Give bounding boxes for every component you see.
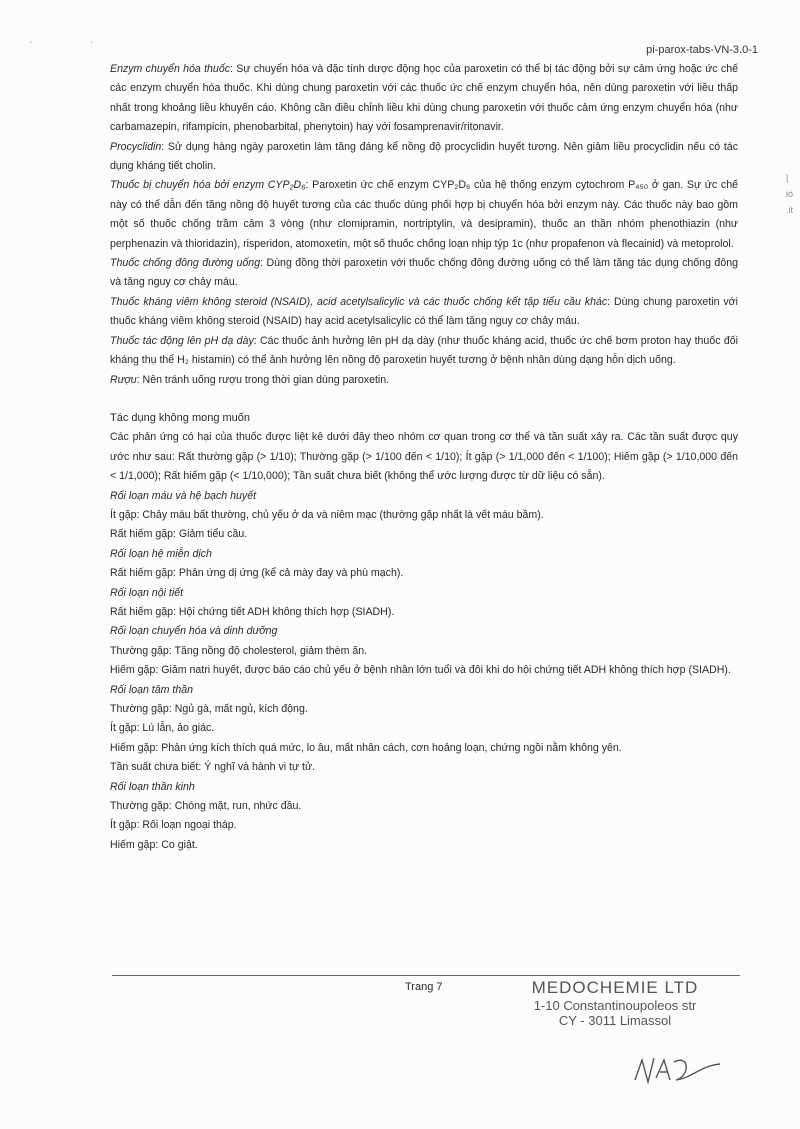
page-number: Trang 7: [405, 981, 443, 993]
handwritten-signature: [630, 1050, 730, 1090]
interaction-paragraph: [110, 254, 738, 293]
interaction-title: Thuốc bị chuyển hóa bởi enzym CYP₂D₆: [110, 179, 306, 192]
interaction-title: Rượu: [110, 373, 137, 386]
organ-group-title: Rối loạn thần kinh: [110, 780, 195, 793]
interaction-text: : Nên tránh uống rượu trong thời gian dùng paroxetin.: [136, 373, 390, 386]
interaction-text: : Dùng chung paroxetin với thuốc kháng viêm không steroid (NSAID) hay acid acetylsalicylic có thể làm tăng nguy cơ chảy máu.: [110, 295, 738, 328]
adverse-item: Rất hiếm gặp: Phản ứng dị ứng (kể cả mày đay và phù mạch).: [110, 567, 404, 580]
interaction-paragraph: [110, 293, 738, 332]
interaction-paragraph: [110, 371, 738, 390]
interaction-title: Thuốc tác động lên pH dạ dày: [110, 334, 254, 347]
organ-group-title: Rối loạn hệ miễn dịch: [110, 547, 212, 560]
adverse-item: Hiếm gặp: Phản ứng kích thích quá mức, lo âu, mất nhân cách, cơn hoảng loạn, chứng ngồi nằm không yên.: [110, 741, 622, 754]
stamp-address-line-1: 1-10 Constantinoupoleos str: [533, 998, 697, 1013]
organ-group-title: Rối loạn chuyển hóa và dinh dưỡng: [110, 625, 278, 638]
interaction-paragraph: [110, 332, 738, 371]
adverse-item: Rất hiếm gặp: Giảm tiểu cầu.: [110, 528, 248, 541]
interaction-paragraph: [110, 138, 738, 177]
adverse-intro: Các phản ứng có hại của thuốc được liệt kê dưới đây theo nhóm cơ quan trong cơ thể và tần suất xảy ra. Các tần suất được quy ước như sau: Rất thường gặp (> 1/10); Thường gặp (> 1/100 đến < 1/10); Ít gặp (> 1/1,000 đến < 1/100); Hiếm gặp (> 1/10,000 đến < 1/1,000); Rất hiếm gặp (< 1/10,000); Tần suất chưa biết (không thể ước lượng được từ dữ liệu có sẵn).: [110, 431, 738, 483]
interaction-text: : Các thuốc ảnh hưởng lên pH dạ dày (như thuốc kháng acid, thuốc ức chế bơm proton hay thuốc đối kháng thụ thể H₂ histamin) có thể ảnh hưởng lên nồng độ paroxetin huyết tương ở bệnh nhân dùng dạng hỗn dịch uống.: [110, 334, 738, 367]
stamp-name: MEDOCHEMIE LTD: [531, 978, 699, 997]
adverse-item: Thường gặp: Ngủ gà, mất ngủ, kích động.: [110, 703, 308, 715]
organ-group-title: Rối loạn nội tiết: [110, 586, 184, 599]
adverse-item: Ít gặp: Lú lẫn, ảo giác.: [110, 722, 215, 735]
interaction-text: : Sử dụng hàng ngày paroxetin làm tăng đáng kể nồng độ procyclidin huyết tương. Nên giảm liều procyclidin nếu có tác dụng kháng tiết cholin.: [110, 140, 738, 173]
organ-group-title: Rối loạn máu và hệ bạch huyết: [110, 489, 257, 502]
interaction-text: : Sự chuyển hóa và đặc tính dược động học của paroxetin có thể bị tác động bởi sự cảm ứng hoặc ức chế các enzym chuyển hóa thuốc. Khi dùng chung paroxetin với các thuốc ức chế enzym chuyển hóa, nên dùng paroxetin với liều thấp nhất trong khoảng liều khuyến cáo. Không cần điều chỉnh liều khi dùng chung paroxetin với thuốc cảm ứng enzym chuyển hóa (như carbamazepin, rifampicin, phenobarbital, phenytoin) hay với fosamprenavir/ritonavir.: [110, 63, 738, 134]
adverse-item: Thường gặp: Tăng nồng độ cholesterol, giảm thèm ăn.: [110, 644, 368, 657]
interaction-title: Procyclidin: [110, 140, 162, 153]
interaction-paragraph: [110, 60, 738, 138]
interaction-title: Enzym chuyển hóa thuốc: [110, 63, 231, 75]
adverse-item: Thường gặp: Chóng mặt, run, nhức đầu.: [110, 800, 302, 813]
adverse-item: Ít gặp: Chảy máu bất thường, chủ yếu ở da và niêm mạc (thường gặp nhất là vết máu bầm).: [110, 508, 544, 521]
adverse-item: Ít gặp: Rối loạn ngoại tháp.: [110, 819, 237, 832]
interaction-paragraph: [110, 176, 738, 254]
organ-group-title: Rối loạn tâm thần: [110, 683, 194, 696]
adverse-groups: [110, 487, 738, 856]
adverse-item: Tần suất chưa biết: Ý nghĩ và hành vi tự tử.: [110, 761, 316, 774]
adverse-item: Rất hiếm gặp: Hội chứng tiết ADH không thích hợp (SIADH).: [110, 605, 395, 618]
scan-marks: ' ': [30, 40, 121, 51]
interaction-title: Thuốc chống đông đường uống: [110, 257, 261, 270]
adverse-item: Hiếm gặp: Co giật.: [110, 838, 198, 851]
interactions-section: [110, 60, 738, 390]
page-body: [110, 60, 738, 855]
interaction-title: Thuốc kháng viêm không steroid (NSAID), acid acetylsalicylic và các thuốc chống kết tập tiểu cầu khác: [110, 295, 608, 308]
interaction-text: : Paroxetin ức chế enzym CYP₂D₆ của hệ thống enzym cytochrom P₄₅₀ ở gan. Sự ức chế này có thể dẫn đến tăng nồng độ huyết tương của các thuốc dùng phối hợp bị chuyển hóa bởi enzym này. Các thuốc này bao gồm một số thuốc chống trầm cảm 3 vòng (như clomipramin, nortriptylin, và desipramin), thuốc an thần nhóm phenothiazin (như perphenazin và thioridazin), risperidon, atomoxetin, một số thuốc chống loạn nhịp týp 1c (như propafenon và flecainid) và metoprolol.: [110, 179, 738, 250]
interaction-text: : Dùng đồng thời paroxetin với thuốc chống đông đường uống có thể làm tăng tác dụng chống đông và tăng nguy cơ chảy máu.: [110, 257, 738, 289]
margin-marks: | ió .it: [786, 173, 794, 215]
company-stamp: [510, 978, 720, 1028]
adverse-item: Hiếm gặp: Giảm natri huyết, được báo cáo chủ yếu ở bệnh nhân lớn tuổi và đôi khi do hội chứng tiết ADH không thích hợp (SIADH).: [110, 664, 731, 677]
stamp-address-line-2: CY - 3011 Limassol: [558, 1013, 672, 1028]
document-id: pi-parox-tabs-VN-3.0-1: [646, 44, 758, 56]
footer-rule: [112, 975, 740, 976]
adverse-heading: Tác dụng không mong muốn: [110, 411, 251, 424]
